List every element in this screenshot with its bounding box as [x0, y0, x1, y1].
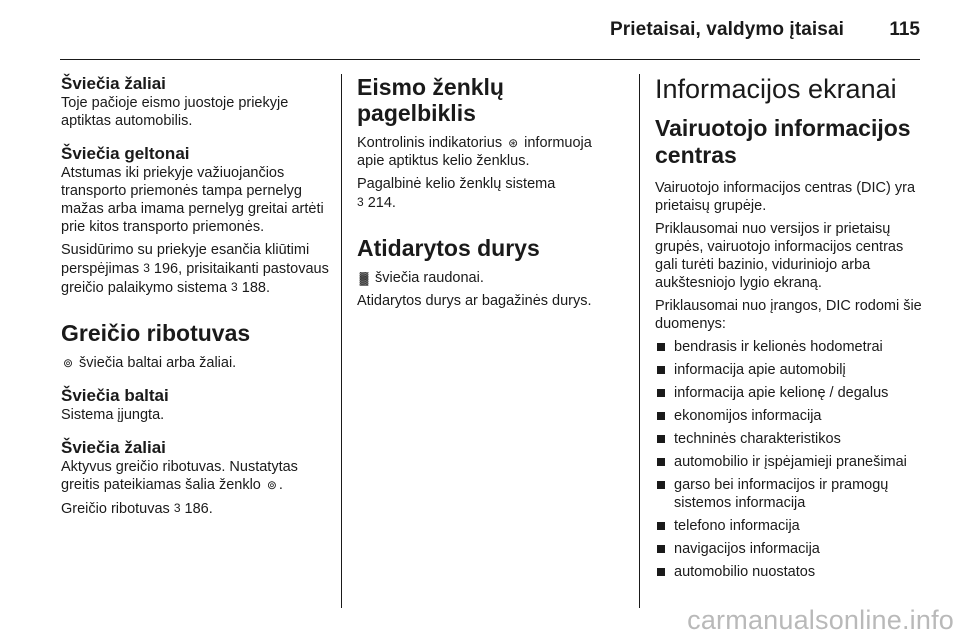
- text: prisitaikanti pastovaus greičio palaikymo sistema: [61, 261, 329, 296]
- page-number: 115: [889, 19, 920, 40]
- dic-data-list: [655, 338, 925, 581]
- speed-limiter-icon: ⊚: [62, 356, 74, 370]
- paragraph: [61, 354, 329, 372]
- column-divider: [341, 74, 342, 608]
- paragraph: Vairuotojo informacijos centras (DIC) yra prietaisų grupėje.: [655, 180, 916, 214]
- header-title: Prietaisai, valdymo įtaisai: [610, 19, 844, 40]
- text: šviečia baltai arba žaliai.: [79, 355, 237, 371]
- section-heading: Greičio ribotuvas: [61, 320, 251, 346]
- page-header: [0, 0, 960, 60]
- page-reference: 214.: [367, 195, 396, 211]
- text: šviečia raudonai.: [375, 270, 484, 286]
- reference-arrow-icon: 3: [143, 261, 150, 275]
- section-heading: Eismo ženklų pagelbiklis: [357, 74, 504, 126]
- reference-arrow-icon: 3: [173, 501, 181, 515]
- chapter-heading: Informacijos ekranai: [655, 74, 897, 104]
- paragraph: [61, 241, 329, 297]
- paragraph: Toje pačioje eismo juostoje priekyje aptiktas automobilis.: [61, 95, 289, 129]
- text: Susidūrimo su priekyje esančia kliūtimi perspėjimas: [61, 242, 310, 277]
- list-item: telefono informacija: [655, 517, 925, 535]
- column-3: [655, 74, 925, 586]
- paragraph: [357, 175, 622, 212]
- subheading: Šviečia žaliai: [61, 74, 166, 93]
- list-item: ekonomijos informacija: [655, 407, 925, 425]
- watermark: carmanualsonline.info: [687, 605, 954, 635]
- text: Greičio ribotuvas: [61, 501, 170, 517]
- list-item: bendrasis ir kelionės hodometrai: [655, 338, 925, 356]
- paragraph: [357, 269, 622, 287]
- header-divider: [60, 59, 920, 60]
- list-item: garso bei informacijos ir pramogų sistemos informacija: [655, 476, 925, 512]
- subheading: Šviečia žaliai: [61, 438, 166, 457]
- column-1: [61, 74, 329, 523]
- text: Pagalbinė kelio ženklų sistema: [357, 176, 556, 192]
- list-item: automobilio ir įspėjamieji pranešimai: [655, 453, 925, 471]
- list-item: navigacijos informacija: [655, 540, 925, 558]
- section-heading: Atidarytos durys: [357, 235, 540, 261]
- page-reference: 186.: [184, 501, 213, 517]
- paragraph: Sistema įjungta.: [61, 407, 165, 423]
- text: Kontrolinis indikatorius: [357, 135, 503, 151]
- list-item: techninės charakteristikos: [655, 430, 925, 448]
- paragraph: Priklausomai nuo įrangos, DIC rodomi šie duomenys:: [655, 298, 922, 332]
- speed-limiter-icon: ⊚: [266, 478, 277, 492]
- subheading: Šviečia geltonai: [61, 144, 190, 163]
- paragraph: Atstumas iki priekyje važiuojančios transporto priemonės tampa pernelyg mažas arba imama pernelyg greitai artėti prie kitos transporto priemonės.: [61, 165, 324, 235]
- subheading: Šviečia baltai: [61, 386, 169, 405]
- page-reference: 188.: [241, 280, 270, 296]
- paragraph: [357, 134, 622, 170]
- text: Aktyvus greičio ribotuvas. Nustatytas greitis pateikiamas šalia ženklo: [61, 459, 298, 493]
- paragraph: Priklausomai nuo versijos ir prietaisų grupės, vairuotojo informacijos centras gali turėti bazinio, viduriniojo arba aukštesniojo lygio ekraną.: [655, 221, 904, 291]
- list-item: automobilio nuostatos: [655, 563, 925, 581]
- section-heading: Vairuotojo informacijos centras: [655, 115, 911, 168]
- door-open-icon: ▓: [359, 271, 369, 285]
- reference-arrow-icon: 3: [357, 195, 364, 209]
- paragraph: Atidarytos durys ar bagažinės durys.: [357, 293, 592, 309]
- column-divider: [639, 74, 640, 608]
- text: informuoja apie aptiktus kelio ženklus.: [357, 135, 592, 169]
- column-2: [357, 74, 622, 315]
- paragraph: [61, 458, 329, 494]
- list-item: informacija apie automobilį: [655, 361, 925, 379]
- traffic-sign-icon: ⊛: [508, 136, 519, 150]
- paragraph: [61, 499, 329, 518]
- text: .: [278, 477, 283, 493]
- page-reference: 196,: [153, 261, 183, 277]
- reference-arrow-icon: 3: [231, 280, 238, 294]
- list-item: informacija apie kelionę / degalus: [655, 384, 925, 402]
